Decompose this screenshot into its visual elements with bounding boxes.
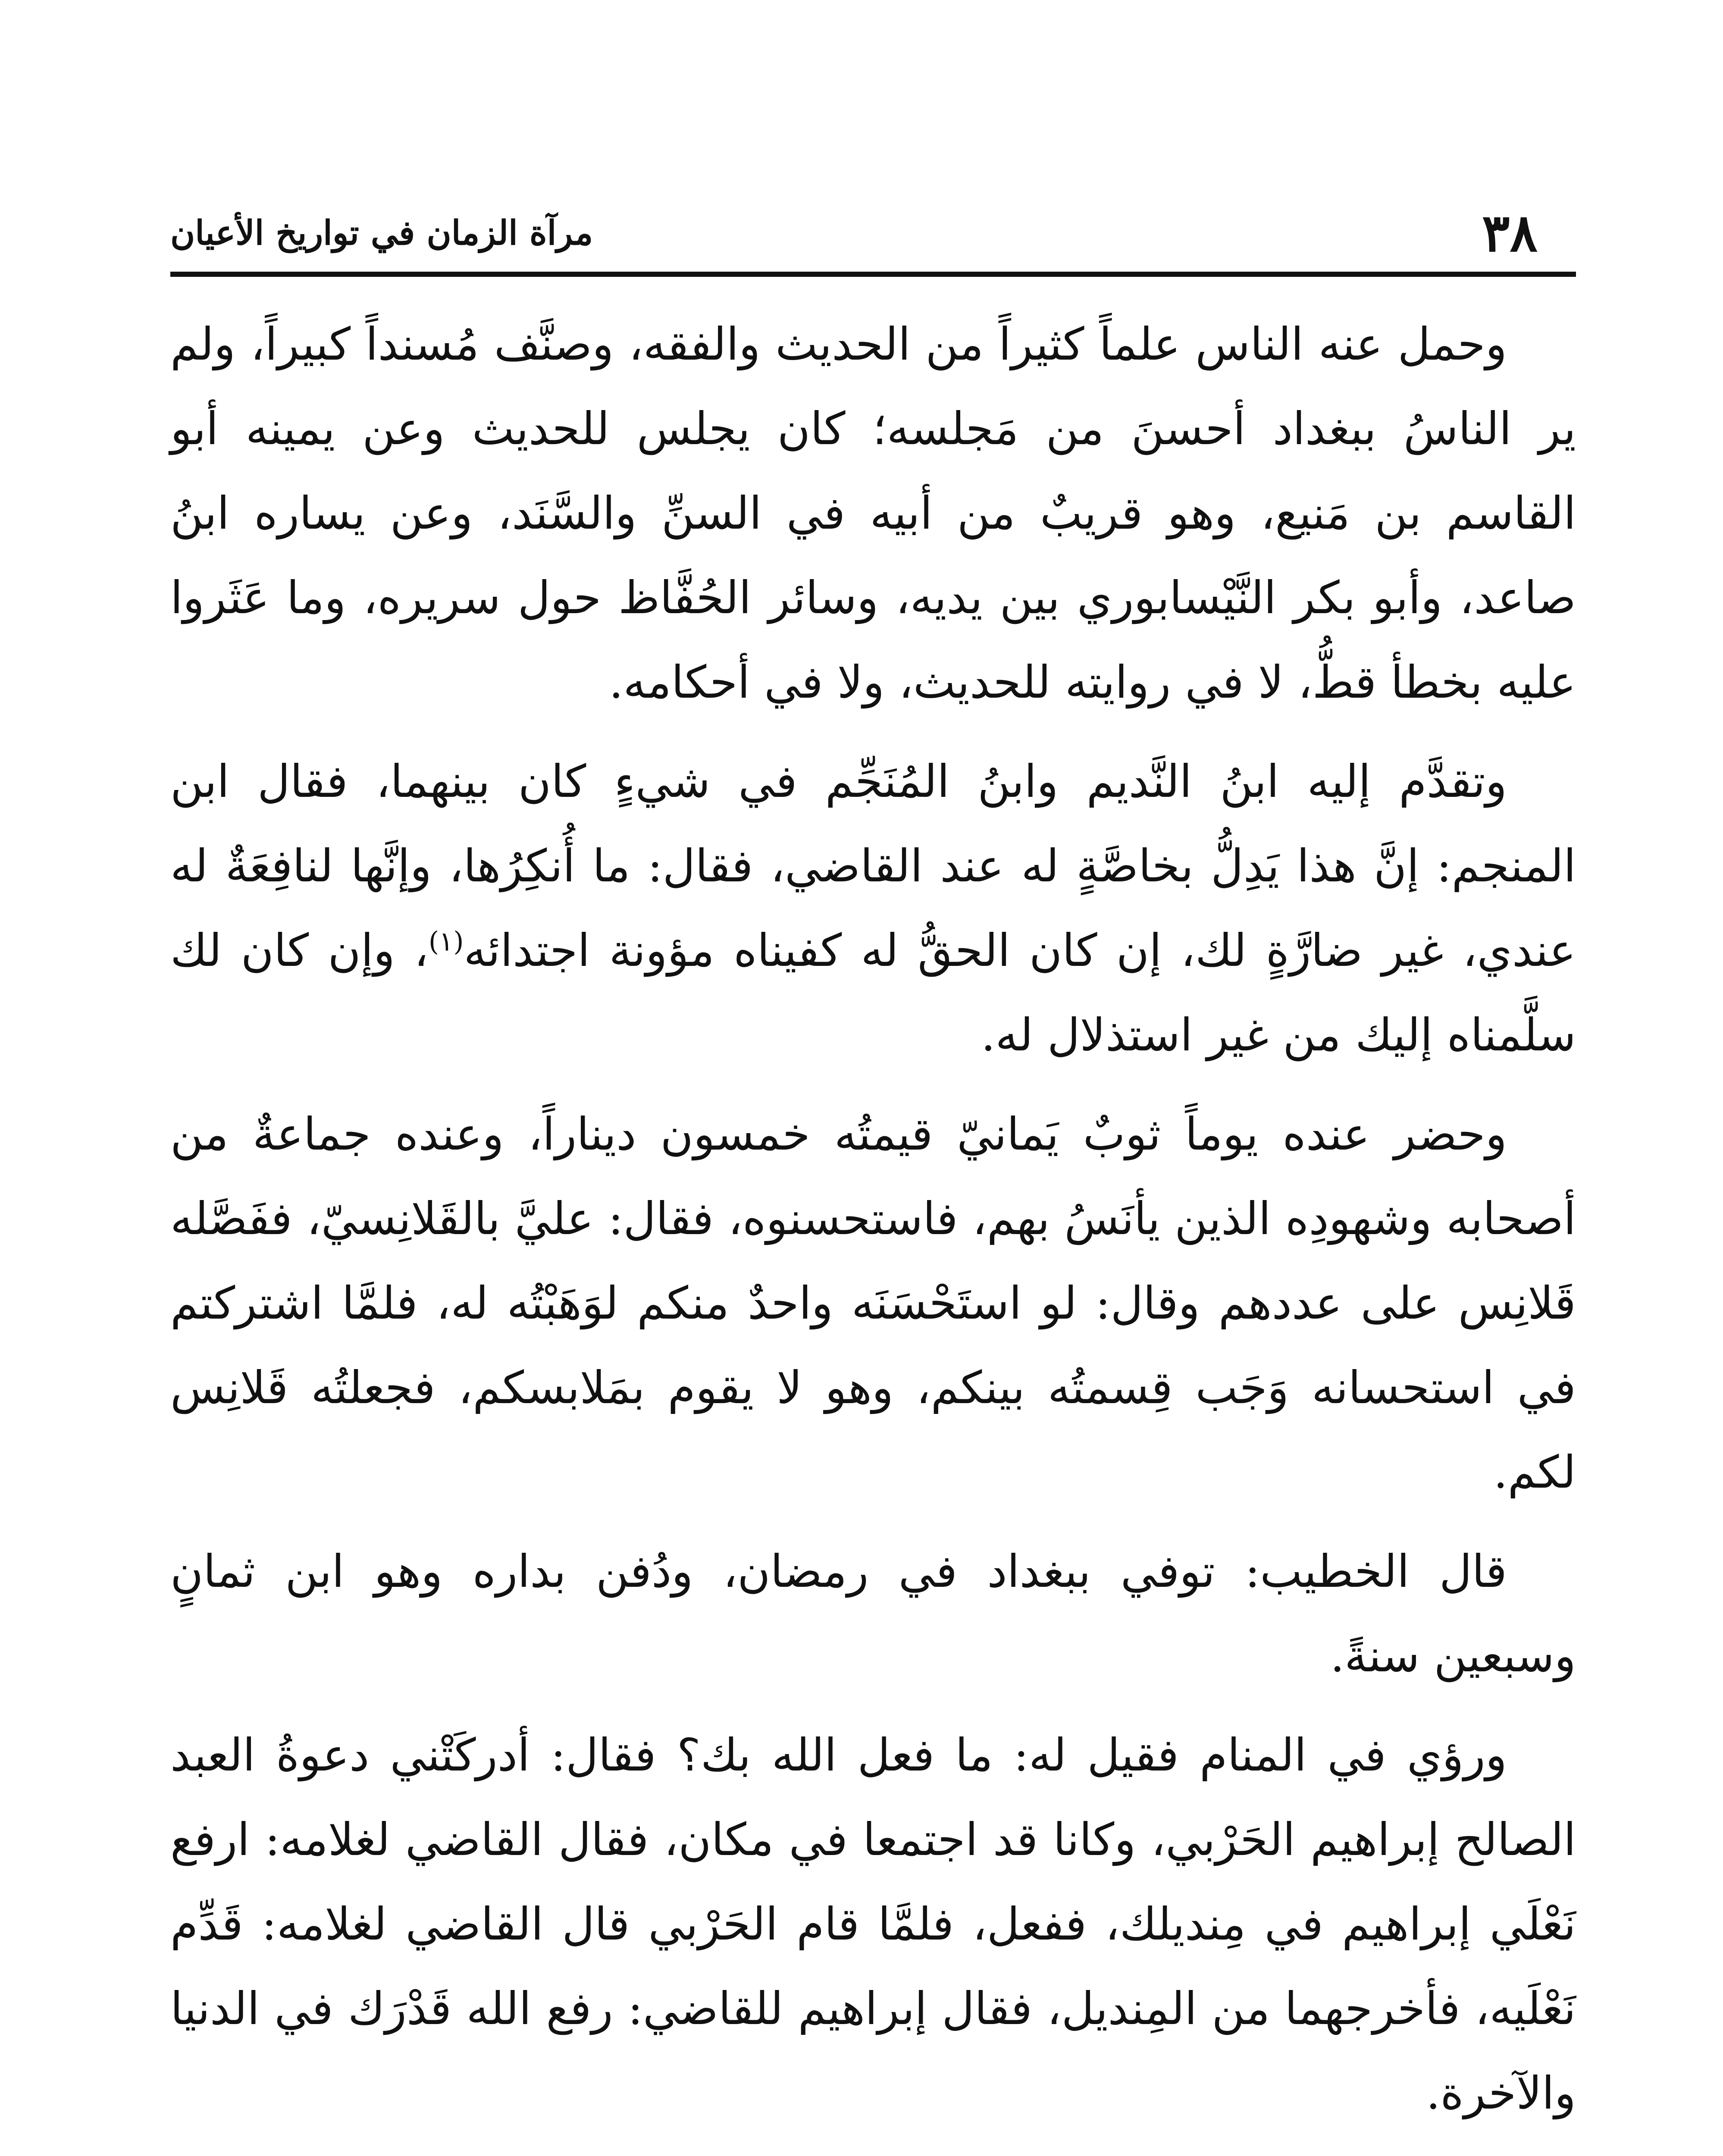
- footnote-ref-1[interactable]: (١): [428, 925, 464, 957]
- page-number: ٣٨: [1482, 203, 1538, 263]
- paragraph-6: [170, 2150, 1576, 2156]
- header-rule: [170, 272, 1576, 277]
- running-header-title: مرآة الزمان في تواريخ الأعيان: [170, 213, 593, 253]
- paragraph-2: [170, 739, 1576, 1077]
- paragraph-1: وحمل عنه الناس علماً كثيراً من الحديث والفقه، وصنَّف مُسنداً كبيراً، ولم ير الناسُ ببغداد أحسنَ من مَجلسه؛ كان يجلس للحديث وعن يمينه أبو القاسم بن مَنيع، وهو قريبٌ من أبيه في السنِّ والسَّنَد، وعن يساره ابنُ صاعد، وأبو بكر النَّيْسابوري بين يديه، وسائر الحُفَّاظ حول سريره، وما عَثَروا عليه بخطأ قطُّ، لا في روايته للحديث، ولا في أحكامه.: [170, 318, 1576, 708]
- paragraph-2-text-end: ، وإن كان لك سلَّمناه إليك من غير استذلال له.: [170, 924, 1576, 1061]
- paragraph-2-text: وتقدَّم إليه ابنُ النَّديم وابنُ المُنَجِّم في شيءٍ كان بينهما، فقال ابن المنجم: إنَّ هذا يَدِلُّ بخاصَّةٍ له عند القاضي، فقال: ما أُنكِرُها، وإنَّها لنافِعَةٌ له عندي، غير ضارَّةٍ لك، إن كان الحقُّ له كفيناه مؤونة اجتدائه: [170, 755, 1576, 977]
- paragraph-3: وحضر عنده يوماً ثوبٌ يَمانيّ قيمتُه خمسون ديناراً، وعنده جماعةٌ من أصحابه وشهودِه الذين يأنَسُ بهم، فاستحسنوه، فقال: عليَّ بالقَلانِسيّ، ففَصَّله قَلانِس على عددهم وقال: لو استَحْسَنَه واحدٌ منكم لوَهَبْتُه له، فلمَّا اشتركتم في استحسانه وَجَب قِسمتُه بينكم، وهو لا يقوم بمَلابسكم، فجعلتُه قَلانِس لكم.: [170, 1108, 1576, 1498]
- main-text: [170, 302, 1576, 2156]
- paragraph-4: قال الخطيب: توفي ببغداد في رمضان، ودُفن بداره وهو ابن ثمانٍ وسبعين سنةً.: [170, 1545, 1576, 1682]
- paragraph-5: ورؤي في المنام فقيل له: ما فعل الله بك؟ فقال: أدركَتْني دعوةُ العبد الصالح إبراهيم الحَرْبي، وكانا قد اجتمعا في مكان، فقال القاضي لغلامه: ارفع نَعْلَي إبراهيم في مِنديلك، ففعل، فلمَّا قام الحَرْبي قال القاضي لغلامه: قَدِّم نَعْلَيه، فأخرجهما من المِنديل، فقال إبراهيم للقاضي: رفع الله قَدْرَك في الدنيا والآخرة.: [170, 1729, 1576, 2119]
